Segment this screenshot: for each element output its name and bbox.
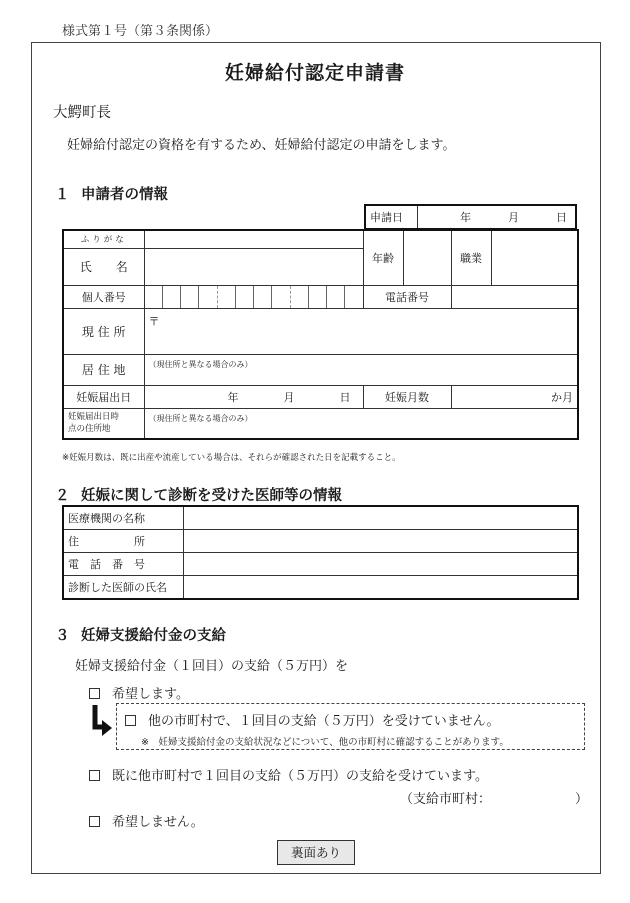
section1-footnote: ※妊娠月数は、既に出産や流産している場合は、それらが確認された日を記載すること。 <box>62 453 401 463</box>
paid-municipality-label: （支給市町村： <box>400 792 492 807</box>
applicant-table <box>62 229 579 440</box>
application-date-table <box>364 204 577 230</box>
pregnancy-report-date-label: 妊娠届出日 <box>63 385 144 408</box>
sub-option-checkbox[interactable] <box>125 715 136 726</box>
institution-phone-field[interactable] <box>183 552 578 575</box>
section2-title: 妊娠に関して診断を受けた医師等の情報 <box>81 488 342 504</box>
reverse-side-note: 裏面あり <box>277 840 355 865</box>
section3-heading <box>55 624 226 645</box>
received-checkbox[interactable] <box>89 770 100 781</box>
pregnancy-report-date-field[interactable] <box>144 385 363 408</box>
sub-option[interactable] <box>125 710 500 729</box>
report-address-note: （現住所と異なる場合のみ） <box>148 413 253 423</box>
section3-title: 妊婦支援給付金の支給 <box>81 628 226 644</box>
option-no[interactable] <box>89 811 204 830</box>
residence-field[interactable] <box>144 354 578 385</box>
wish-checkbox[interactable] <box>89 688 100 699</box>
section3-number: ３ <box>55 628 70 644</box>
application-date-field[interactable] <box>417 205 576 229</box>
intro-text: 妊婦給付認定の資格を有するため、妊婦給付認定の申請をします。 <box>67 138 456 153</box>
section1-number: １ <box>55 187 70 203</box>
sub-option-label: 他の市町村で、１回目の支給（５万円）を受けていません。 <box>148 714 500 729</box>
section3-lead: 妊婦支援給付金（１回目）の支給（５万円）を <box>75 659 349 674</box>
report-address-label <box>63 408 144 439</box>
personal-number-field[interactable] <box>144 285 363 308</box>
months-unit: か月 <box>551 390 573 404</box>
report-address-label-line2: 点の住所地 <box>68 424 111 435</box>
medical-institution-field[interactable] <box>183 506 578 529</box>
medical-institution-label: 医療機関の名称 <box>63 506 183 529</box>
current-address-label: 現 住 所 <box>63 308 144 354</box>
occupation-label: 職業 <box>451 230 491 285</box>
sub-option-note: ※ 妊婦支援給付金の支給状況などについて、他の市町村に確認することがあります。 <box>141 737 509 748</box>
doctor-name-field[interactable] <box>183 575 578 599</box>
furigana-field[interactable] <box>144 230 363 248</box>
name-label: 氏 名 <box>63 248 144 285</box>
institution-address-field[interactable] <box>183 529 578 552</box>
section2-heading <box>55 484 342 505</box>
report-month-unit: 月 <box>283 390 295 404</box>
phone-label: 電話番号 <box>363 285 451 308</box>
report-year-unit: 年 <box>227 390 239 404</box>
postal-mark: 〒 <box>148 314 160 328</box>
section2-number: ２ <box>55 488 70 504</box>
current-address-field[interactable] <box>144 308 578 354</box>
form-number: 様式第１号（第３条関係） <box>62 24 219 39</box>
report-day-unit: 日 <box>339 390 351 404</box>
institution-phone-label: 電 話 番 号 <box>63 552 183 575</box>
option-received[interactable] <box>89 765 488 784</box>
wish-label: 希望します。 <box>112 687 189 702</box>
report-address-field[interactable] <box>144 408 578 439</box>
year-unit: 年 <box>460 211 471 224</box>
occupation-field[interactable] <box>491 230 578 285</box>
paid-municipality-close: ） <box>575 792 589 807</box>
age-field[interactable] <box>403 230 451 285</box>
personal-number-label: 個人番号 <box>63 285 144 308</box>
page-title: 妊婦給付認定申請書 <box>224 62 405 84</box>
name-field[interactable] <box>144 248 363 285</box>
received-label: 既に他市町村で１回目の支給（５万円）の支給を受けています。 <box>112 769 488 784</box>
pregnancy-months-field[interactable] <box>451 385 578 408</box>
personal-number-boxes <box>145 286 363 308</box>
down-right-arrow-icon <box>91 705 113 737</box>
pregnancy-months-label: 妊娠月数 <box>363 385 451 408</box>
no-label: 希望しません。 <box>112 815 204 830</box>
no-checkbox[interactable] <box>89 816 100 827</box>
doctor-info-table <box>62 505 579 600</box>
day-unit: 日 <box>556 211 567 224</box>
addressee: 大鰐町長 <box>53 105 111 121</box>
month-unit: 月 <box>508 211 519 224</box>
residence-label: 居 住 地 <box>63 354 144 385</box>
phone-field[interactable] <box>451 285 578 308</box>
application-date-label: 申請日 <box>365 205 417 229</box>
section1-heading <box>55 183 168 204</box>
section1-title: 申請者の情報 <box>81 187 168 203</box>
doctor-name-label: 診断した医師の氏名 <box>63 575 183 599</box>
paid-municipality-field[interactable] <box>488 788 572 804</box>
option-wish[interactable] <box>89 683 189 702</box>
institution-address-label: 住 所 <box>63 529 183 552</box>
report-address-label-line1: 妊娠届出日時 <box>68 412 120 423</box>
age-label: 年齢 <box>363 230 403 285</box>
furigana-label: ふりがな <box>63 230 144 248</box>
residence-note: （現住所と異なる場合のみ） <box>148 359 253 369</box>
